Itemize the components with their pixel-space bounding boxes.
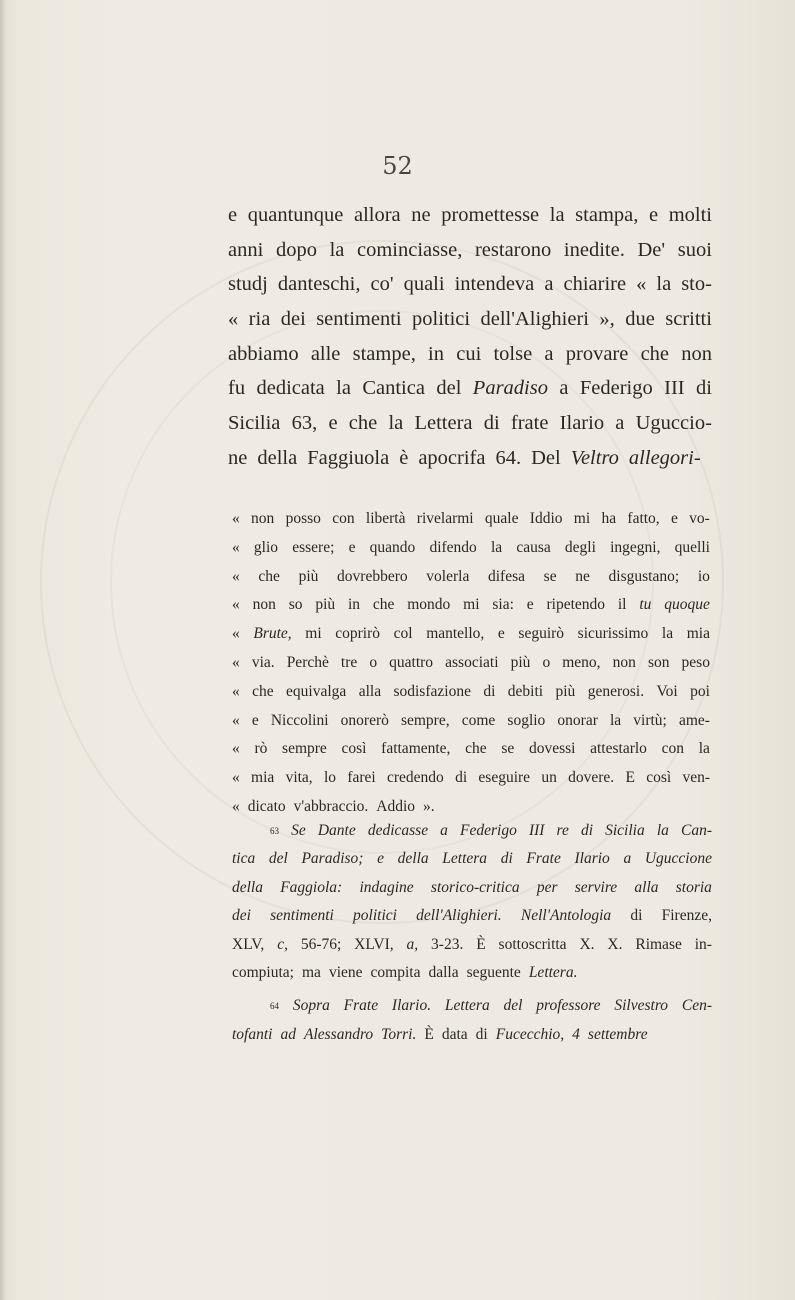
quote-line: « che equivalga alla sodisfazione di debiti più generosi. Voi poi bbox=[232, 682, 710, 700]
text-line: « ria dei sentimenti politici dell'Alighieri », due scritti bbox=[228, 308, 712, 331]
quote-line: « che più dovrebbero volerla difesa se ne disgustano; io bbox=[232, 567, 710, 585]
page-number: 52 bbox=[382, 152, 413, 180]
quote-line: « dicato v'abbraccio. Addio ». bbox=[232, 797, 435, 815]
footnote-63-line: compiuta; ma viene compita dalla seguente Lettera. bbox=[232, 963, 578, 981]
text-line: fu dedicata la Cantica del Paradiso a Federigo III di bbox=[228, 377, 712, 400]
quote-line: « via. Perchè tre o quattro associati più o meno, non son peso bbox=[232, 653, 710, 671]
footnote-63-line: tica del Paradiso; e della Lettera di Frate Ilario a Uguccione bbox=[232, 850, 712, 868]
quote-line: « rò sempre così fattamente, che se dovessi attestarlo con la bbox=[232, 740, 710, 758]
text-line: studj danteschi, co' quali intendeva a chiarire « la sto- bbox=[228, 273, 712, 296]
footnote-63-line: dei sentimenti politici dell'Alighieri. Nell'Antologia di Firenze, bbox=[232, 907, 712, 925]
footnotes bbox=[232, 817, 712, 1049]
quote-line: « glio essere; e quando difendo la causa degli ingegni, quelli bbox=[232, 538, 710, 556]
text-line: ne della Faggiuola è apocrifa 64. Del Veltro allegori- bbox=[228, 446, 701, 469]
quote-line: « non posso con libertà rivelarmi quale Iddio mi ha fatto, e vo- bbox=[232, 510, 710, 527]
text-line: anni dopo la cominciasse, restarono inedite. De' suoi bbox=[228, 238, 712, 261]
page-binding-edge bbox=[0, 0, 6, 1300]
text-line: Sicilia 63, e che la Lettera di frate Ilario a Uguccio- bbox=[228, 412, 712, 435]
text-line: abbiamo alle stampe, in cui tolse a provare che non bbox=[228, 342, 712, 365]
quote-line: « e Niccolini onorerò sempre, come soglio onorar la virtù; ame- bbox=[232, 711, 710, 729]
text-line: e quantunque allora ne promettesse la stampa, e molti bbox=[228, 204, 712, 226]
footnote-64-line: tofanti ad Alessandro Torri. È data di Fucecchio, 4 settembre bbox=[232, 1025, 648, 1043]
main-paragraph bbox=[228, 198, 712, 476]
footnote-63-line: della Faggiola: indagine storico-critica per servire alla storia bbox=[232, 878, 712, 896]
quote-line: « mia vita, lo farei credendo di eseguire un dovere. E così ven- bbox=[232, 769, 710, 787]
footnote-63-line: XLV, c, 56-76; XLVI, a, 3-23. È sottoscritta X. X. Rimase in- bbox=[232, 935, 712, 953]
footnote-63-line: $^{63}$ Se Dante dedicasse a Federigo III re di Sicilia la Can- bbox=[270, 822, 712, 839]
quoted-letter-block bbox=[232, 505, 710, 822]
quote-line: « Brute, mi coprirò col mantello, e seguirò sicurissimo la mia bbox=[232, 625, 710, 643]
quote-line: « non so più in che mondo mi sia: e ripetendo il tu quoque bbox=[232, 596, 710, 614]
footnote-64-line: $^{64}$ Sopra Frate Ilario. Lettera del professore Silvestro Cen- bbox=[270, 997, 712, 1015]
